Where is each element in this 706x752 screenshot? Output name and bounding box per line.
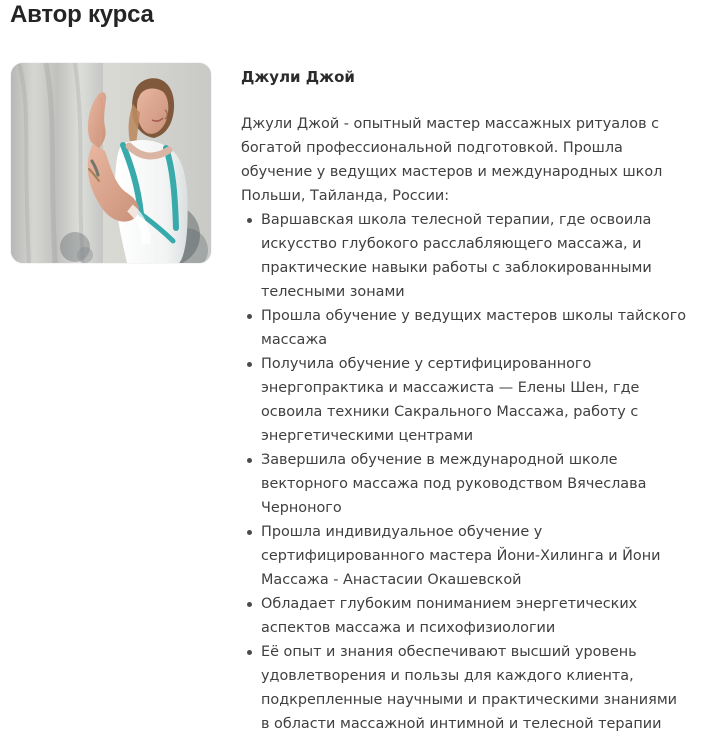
- credential-item: [241, 640, 696, 736]
- credential-line: подкрепленные научными и практическими знаниями: [261, 692, 678, 708]
- credential-line: Черноного: [261, 500, 342, 516]
- author-intro: [241, 112, 696, 208]
- intro-line: Джули Джой - опытный мастер массажных ритуалов с: [241, 116, 660, 132]
- author-name: Джули Джой: [241, 68, 355, 86]
- author-content: [241, 67, 696, 736]
- intro-line: обучение у ведущих мастеров и международных школ: [241, 164, 663, 180]
- credential-line: Варшавская школа телесной терапии, где освоила: [261, 212, 652, 228]
- credential-item: [241, 520, 696, 592]
- credential-line: сертифицированного мастера Йони-Хилинга и Йони: [261, 548, 661, 564]
- credential-line: удовлетворения и пользы для каждого клиента,: [261, 668, 634, 684]
- credential-line: Прошла обучение у ведущих мастеров школы тайского: [261, 308, 687, 324]
- credential-line: векторного массажа под руководством Вячеслава: [261, 476, 647, 492]
- credential-line: Получила обучение у сертифицированного: [261, 356, 592, 372]
- section-title: Автор курса: [10, 1, 154, 28]
- credential-item: [241, 352, 696, 448]
- credential-line: энергопрактика и массажиста — Елены Шен, где: [261, 380, 640, 396]
- credential-line: искусство глубокого расслабляющего массажа, и: [261, 236, 642, 252]
- credential-item: [241, 448, 696, 520]
- credential-line: освоила техники Сакрального Массажа, работу с: [261, 404, 639, 420]
- credential-line: Завершила обучение в международной школе: [261, 452, 618, 468]
- credentials-list: [241, 208, 696, 736]
- intro-line: богатой профессиональной подготовкой. Прошла: [241, 140, 623, 156]
- credential-item: [241, 208, 696, 304]
- credential-line: Обладает глубоким пониманием энергетических: [261, 596, 638, 612]
- author-photo-illustration: [11, 63, 211, 263]
- credential-line: практические навыки работы с заблокированными: [261, 260, 652, 276]
- credential-line: аспектов массажа и психофизиологии: [261, 620, 556, 636]
- credential-line: в области массажной интимной и телесной терапии: [261, 716, 662, 732]
- credential-line: Её опыт и знания обеспечивают высший уровень: [261, 644, 637, 660]
- credential-line: энергетическими центрами: [261, 428, 474, 444]
- credential-line: Массажа - Анастасии Окашевской: [261, 572, 522, 588]
- credential-line: Прошла индивидуальное обучение у: [261, 524, 543, 540]
- intro-line: Польши, Тайланда, России:: [241, 188, 450, 204]
- author-photo: [11, 63, 211, 263]
- credential-line: массажа: [261, 332, 328, 348]
- credential-line: телесными зонами: [261, 284, 405, 300]
- credential-item: [241, 304, 696, 352]
- credential-item: [241, 592, 696, 640]
